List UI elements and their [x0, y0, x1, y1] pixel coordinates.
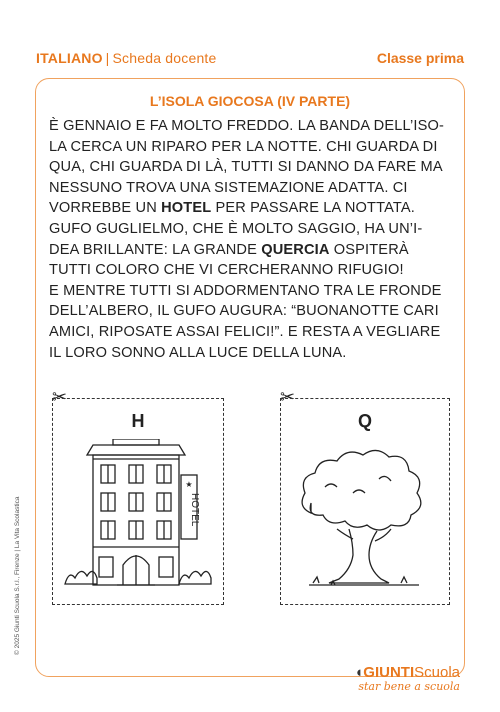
- story-paragraph-2: GUFO GUGLIELMO, CHE È MOLTO SAGGIO, HA UN’I-DEA BRILLANTE: LA GRANDE QUERCIA OSPITERÀ TUTTI COLORO CHE VI CERCHERANNO RIFUGIO!: [49, 220, 423, 279]
- copyright-notice: © 2025 Giunti Scuola S.r.l., Firenze | La Vita Scolastica: [14, 496, 21, 655]
- keyword-hotel: HOTEL: [161, 200, 212, 217]
- subject-label: ITALIANO: [36, 50, 103, 66]
- publisher-logo: [354, 664, 460, 693]
- story-paragraph-3: E MENTRE TUTTI SI ADDORMENTANO TRA LE FRONDE DELL’ALBERO, IL GUFO AUGURA: “BUONANOTTE CARI AMICI, RIPOSATE ASSAI FELICI!”. E RESTA A VEGLIARE IL LORO SONNO ALLA LUCE DELLA LUNA.: [49, 282, 442, 361]
- scissors-icon: ✂: [52, 387, 68, 407]
- scissors-icon: ✂: [280, 387, 296, 407]
- story-text: [49, 116, 452, 363]
- story-title: L’ISOLA GIOCOSA (IV PARTE): [149, 93, 351, 109]
- logo-tagline: star bene a scuola: [358, 680, 460, 693]
- sheet-kind-label: Scheda docente: [112, 50, 217, 66]
- oak-tree-icon: [291, 443, 441, 593]
- hotel-sign-text: HOTEL: [189, 493, 200, 527]
- story-paragraph-1: È GENNAIO E FA MOLTO FREDDO. LA BANDA DELL’ISO-LA CERCA UN RIPARO PER LA NOTTE. CHI GUARDA DI QUA, CHI GUARDA DI LÀ, TUTTI SI DANNO DA FARE MA NESSUNO TROVA UNA SISTEMAZIONE ADATTA. CI VORREBBE UN HOTEL PER PASSARE LA NOTTATA.: [49, 118, 444, 217]
- cut-card-quercia[interactable]: [280, 398, 450, 605]
- page-header: [36, 50, 464, 72]
- cut-card-hotel[interactable]: [52, 398, 224, 605]
- card-letter-h: H: [131, 411, 145, 431]
- svg-text:★: ★: [185, 480, 193, 489]
- card-letter-q: Q: [357, 411, 372, 431]
- logo-wordmark: ◖GIUNTIScuola: [354, 664, 460, 681]
- hotel-building-icon: [63, 439, 213, 589]
- grade-label: Classe prima: [376, 50, 464, 66]
- header-separator: |: [105, 50, 110, 66]
- keyword-quercia: QUERCIA: [261, 241, 330, 258]
- giunti-g-icon: ◖: [354, 664, 364, 681]
- header-subject: [36, 50, 217, 66]
